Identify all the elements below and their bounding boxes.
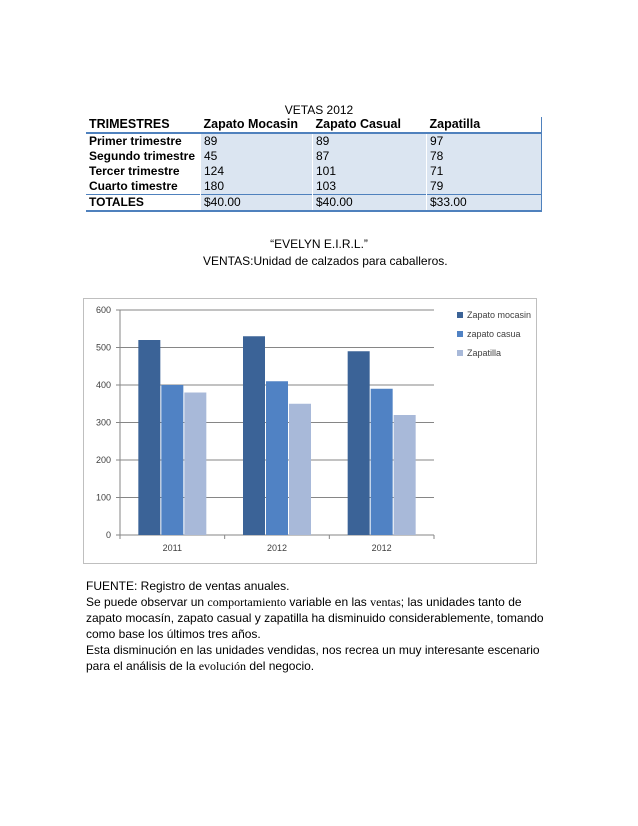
y-tick-label: 0 [105, 530, 111, 540]
bar-zapatilla [184, 393, 206, 536]
text-span: Esta disminución en las unidades vendidas, nos recrea un muy interesante escenario para el análisis de la [86, 643, 540, 673]
bar-zapato-mocasin [348, 351, 370, 535]
header-cell: TRIMESTRES [86, 117, 201, 133]
totals-cell: $40.00 [313, 195, 427, 212]
source-line: FUENTE: Registro de ventas anuales. [86, 579, 290, 593]
header-cell: Zapato Mocasin [201, 117, 313, 133]
legend-label: Zapato mocasin [467, 310, 532, 320]
row-label: Tercer trimestre [86, 164, 201, 179]
x-tick-label: 2012 [266, 543, 288, 553]
table-cell: 71 [427, 164, 542, 179]
y-tick-label: 600 [95, 305, 111, 315]
table-row [86, 133, 542, 149]
totals-label: TOTALES [86, 195, 201, 212]
totals-cell: $33.00 [427, 195, 542, 212]
bar-zapato-mocasin [243, 336, 265, 535]
bar-zapato-casua [266, 381, 288, 535]
x-tick-label: 2012 [371, 543, 392, 553]
legend-swatch [457, 331, 463, 337]
table-cell: 78 [427, 149, 542, 164]
y-tick-label: 200 [95, 455, 111, 465]
table-cell: 89 [313, 133, 427, 149]
y-tick-label: 300 [95, 417, 111, 428]
table-row [86, 179, 542, 195]
row-label: Primer trimestre [86, 133, 201, 149]
table-header-row [86, 117, 542, 133]
table-cell: 101 [313, 164, 427, 179]
y-tick-label: 500 [95, 342, 111, 353]
text-span: ventas [370, 595, 401, 609]
row-label: Cuarto timestre [86, 179, 201, 195]
bar-zapato-casua [371, 389, 393, 535]
table-cell: 97 [427, 133, 542, 149]
table-title: VETAS 2012 [284, 103, 354, 117]
row-label: Segundo trimestre [86, 149, 201, 164]
paragraph-2 [86, 642, 556, 674]
header-cell: Zapato Casual [313, 117, 427, 133]
totals-row [86, 195, 542, 212]
bar-zapato-mocasin [138, 340, 160, 535]
legend-label: Zapatilla [467, 348, 502, 358]
chart-subtitle: VENTAS:Unidad de calzados para caballeros. [203, 254, 448, 268]
legend-swatch [457, 312, 463, 318]
table-row [86, 164, 542, 179]
text-span: variable en las [286, 595, 371, 609]
x-tick-label: 2011 [162, 543, 183, 553]
text-span: Se puede observar un [86, 595, 208, 609]
header-cell: Zapatilla [427, 117, 542, 133]
legend-label: zapato casua [467, 329, 521, 339]
chart-svg [84, 299, 536, 563]
y-tick-label: 400 [95, 380, 111, 390]
table-cell: 180 [201, 179, 313, 195]
table-cell: 79 [427, 179, 542, 195]
paragraph-1 [86, 594, 556, 642]
text-span: ; las unidades tanto de zapato mocasín, zapato casual y zapatilla ha disminuido considerablemente, tomando como base los últimos tres años. [86, 595, 544, 641]
table-cell: 87 [313, 149, 427, 164]
company-name: “EVELYN E.I.R.L.” [270, 237, 368, 251]
table-cell: 124 [201, 164, 313, 179]
table-cell: 103 [313, 179, 427, 195]
legend-swatch [457, 350, 463, 356]
table-row [86, 149, 542, 164]
y-tick-label: 100 [95, 492, 111, 503]
bar-chart [83, 298, 537, 564]
bar-zapatilla [289, 404, 311, 535]
table-cell: 45 [201, 149, 313, 164]
table-cell: 89 [201, 133, 313, 149]
text-span: comportamiento [207, 595, 287, 609]
bar-zapatilla [394, 415, 416, 535]
text-span: del negocio. [246, 659, 315, 673]
body-text [86, 578, 556, 674]
sales-table [86, 117, 542, 212]
bar-zapato-casua [161, 385, 183, 535]
totals-cell: $40.00 [201, 195, 313, 212]
text-span: evolución [198, 659, 247, 673]
